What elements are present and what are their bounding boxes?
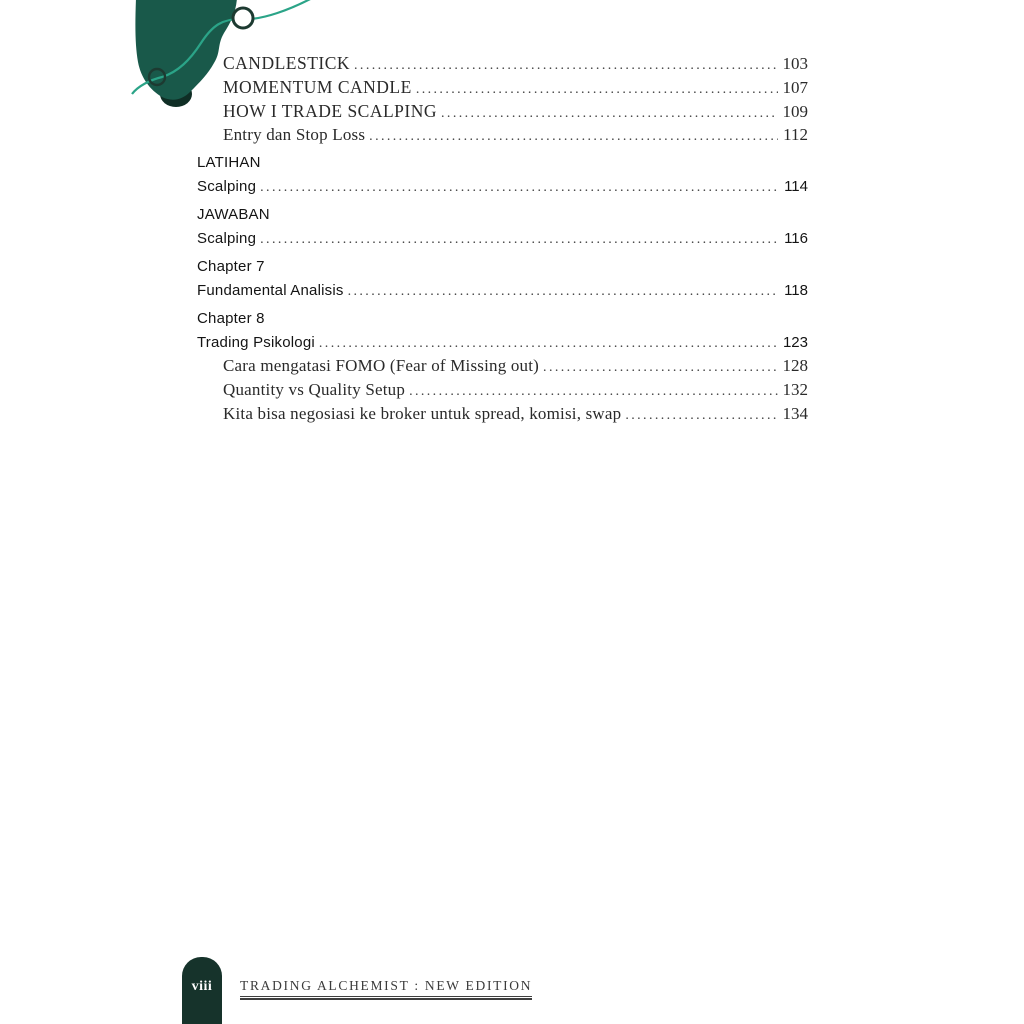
toc-entry-label: Chapter 8: [197, 309, 265, 327]
toc-entry-label: JAWABAN: [197, 206, 270, 224]
toc-entry-label: CANDLESTICK: [223, 53, 351, 73]
decoration-circle-large: [233, 8, 253, 28]
toc-leader-dots: [416, 77, 778, 102]
toc-entry-label: Chapter 7: [197, 257, 265, 275]
toc-entry: [197, 354, 808, 378]
toc-entry-label: Entry dan Stop Loss: [223, 125, 366, 145]
toc-entry: [197, 255, 808, 279]
toc-entry: [197, 331, 808, 355]
toc-entry-page: 109: [782, 101, 808, 121]
toc-entry-label: Trading Psikologi: [197, 333, 315, 351]
page-number-marker: [182, 957, 222, 1024]
toc-entry: [197, 100, 808, 124]
toc-entry-label: Cara mengatasi FOMO (Fear of Missing out): [223, 356, 540, 376]
toc-entry-label: Quantity vs Quality Setup: [223, 380, 406, 400]
toc-list: [197, 52, 808, 426]
toc-entry-label: Fundamental Analisis: [197, 281, 344, 299]
toc-entry-page: 123: [782, 333, 808, 351]
toc-entry-label: HOW I TRADE SCALPING: [223, 100, 438, 121]
toc-entry-label: LATIHAN: [197, 154, 261, 172]
toc-entry-page: 107: [782, 77, 808, 97]
toc-leader-dots: [348, 279, 778, 304]
toc-entry: [197, 123, 808, 147]
toc-entry-page: 116: [784, 229, 808, 247]
toc-entry: [197, 175, 808, 199]
toc-leader-dots: [369, 124, 778, 149]
toc-leader-dots: [625, 403, 778, 428]
toc-entry: [197, 279, 808, 303]
page-number: viii: [191, 979, 213, 994]
toc-entry-page: 118: [784, 281, 808, 299]
toc-entry-label: Kita bisa negosiasi ke broker untuk spread, komisi, swap: [223, 403, 622, 423]
running-title: TRADING ALCHEMIST : NEW EDITION: [240, 978, 532, 997]
toc-leader-dots: [260, 175, 778, 200]
toc-entry-label: Scalping: [197, 229, 257, 247]
toc-leader-dots: [543, 355, 778, 380]
toc-leader-dots: [260, 227, 778, 252]
toc-entry-page: 103: [782, 54, 808, 73]
toc-entry: [197, 227, 808, 251]
toc-entry-page: 128: [782, 356, 808, 376]
toc-leader-dots: [409, 379, 778, 404]
toc-entry-label: MOMENTUM CANDLE: [223, 76, 412, 97]
toc-entry: [197, 76, 808, 100]
toc-entry-page: 134: [782, 403, 808, 423]
toc-entry-page: 112: [783, 125, 808, 145]
toc-entry-page: 114: [784, 178, 808, 196]
toc-entry: [197, 402, 808, 426]
toc-leader-dots: [354, 53, 778, 78]
toc-entry: [197, 378, 808, 402]
toc-entry: [197, 307, 808, 331]
toc-entry-page: 132: [782, 380, 808, 400]
toc-leader-dots: [319, 331, 778, 356]
toc-entry-label: Scalping: [197, 178, 257, 196]
toc-entry: [197, 151, 808, 175]
toc-entry: [197, 52, 808, 76]
toc-entry: [197, 203, 808, 227]
toc-leader-dots: [441, 101, 778, 126]
